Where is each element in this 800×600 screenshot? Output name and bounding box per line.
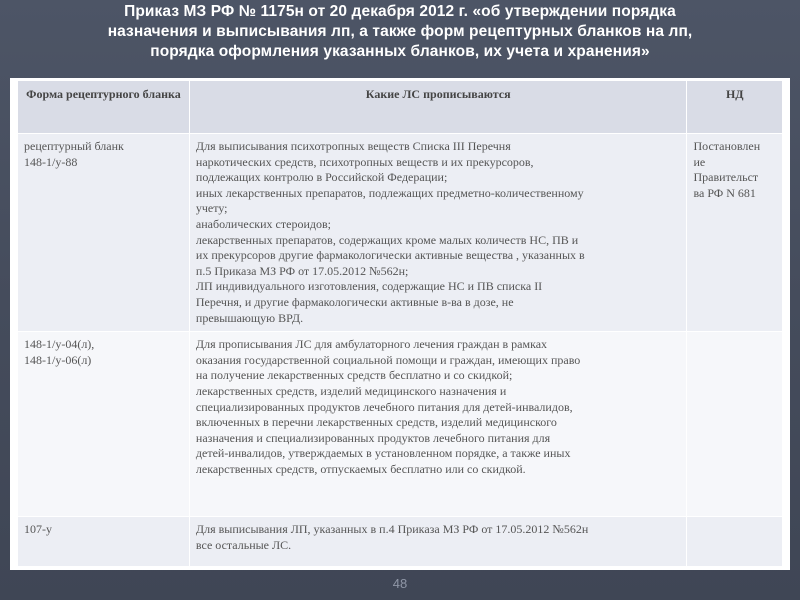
cell-line: 148-1/у-04(л), xyxy=(24,337,95,352)
cell-line: ЛП индивидуального изготовления, содержащие НС и ПВ списка II xyxy=(195,279,543,294)
cell-line: оказания государственной социальной помощи и граждан, имеющих право xyxy=(195,352,581,367)
cell-drugs xyxy=(189,134,687,332)
cell-line: Постановлен xyxy=(693,139,761,153)
cell-nd xyxy=(687,134,783,332)
cell-line: п.5 Приказа МЗ РФ от 17.05.2012 №562н; xyxy=(195,263,409,278)
cell-line: Для прописывания ЛС для амбулаторного лечения граждан в рамках xyxy=(195,337,548,352)
cell-line: 148-1/у-88 xyxy=(24,154,78,169)
cell-line: лекарственных средств, отпускаемых бесплатно или со скидкой. xyxy=(195,461,526,476)
cell-nd xyxy=(687,517,783,567)
cell-line: иных лекарственных препаратов, подлежащих предметно-количественному xyxy=(195,185,584,200)
cell-line: анаболических стероидов; xyxy=(195,216,331,231)
cell-line: Правительст xyxy=(693,170,759,185)
cell-form xyxy=(18,332,190,517)
cell-line: наркотических средств, психотропных веществ и их прекурсоров, xyxy=(195,154,534,169)
table-row xyxy=(18,517,783,567)
title-line: Приказ МЗ РФ № 1175н от 20 декабря 2012 г. «об утверждении порядка xyxy=(124,3,676,20)
title-line: назначения и выписывания лп, а также форм рецептурных бланков на лп, xyxy=(107,23,693,40)
prescription-forms-table xyxy=(17,80,783,567)
cell-line: подлежащих контролю в Российской Федерации; xyxy=(195,170,448,185)
cell-line: все остальные ЛС. xyxy=(195,537,292,552)
header-drugs: Какие ЛС прописываются xyxy=(189,81,687,134)
cell-drugs xyxy=(189,332,687,517)
table-row xyxy=(18,332,783,517)
cell-line: учету; xyxy=(195,201,228,216)
table-header-row xyxy=(18,81,783,134)
title-line: порядка оформления указанных бланков, их учета и хранения» xyxy=(150,43,650,60)
table-row xyxy=(18,134,783,332)
cell-form xyxy=(18,134,190,332)
cell-line: специализированных продуктов лечебного питания для детей-инвалидов, xyxy=(195,399,573,414)
page-number: 48 xyxy=(392,576,408,591)
slide-title xyxy=(40,2,760,62)
cell-line: Перечня, и другие фармакологически активные в-ва в дозе, не xyxy=(195,294,514,309)
cell-line: лекарственных препаратов, содержащих кроме малых количеств НС, ПВ и xyxy=(195,232,579,247)
cell-line: лекарственных средств, изделий медицинского назначения и xyxy=(195,383,507,398)
cell-drugs xyxy=(189,517,687,567)
header-nd: НД xyxy=(687,81,783,134)
cell-line: 107-у xyxy=(24,522,52,537)
cell-line: детей-инвалидов, утверждаемых в установленном порядке, а также иных xyxy=(195,446,571,461)
cell-line: ва РФ N 681 xyxy=(693,185,756,200)
cell-nd xyxy=(687,332,783,517)
cell-line: Для выписывания ЛП, указанных в п.4 Приказа МЗ РФ от 17.05.2012 №562н xyxy=(195,522,589,537)
header-form: Форма рецептурного бланка xyxy=(18,81,190,134)
cell-line: на получение лекарственных средств бесплатно и со скидкой; xyxy=(195,368,513,383)
cell-line: рецептурный бланк xyxy=(24,139,124,153)
cell-line: Для выписывания психотропных веществ Списка III Перечня xyxy=(195,139,511,153)
cell-line: их прекурсоров другие фармакологически активные вещества , указанных в xyxy=(195,248,585,263)
cell-line: включенных в перечни лекарственных средств, изделий медицинского xyxy=(195,415,557,430)
cell-line: превышающую ВРД. xyxy=(195,310,304,325)
cell-line: 148-1/у-06(л) xyxy=(24,352,92,367)
cell-form xyxy=(18,517,190,567)
cell-line: назначения и специализированных продуктов лечебного питания для xyxy=(195,430,551,445)
cell-line: ие xyxy=(693,154,706,169)
table-container xyxy=(10,78,790,570)
